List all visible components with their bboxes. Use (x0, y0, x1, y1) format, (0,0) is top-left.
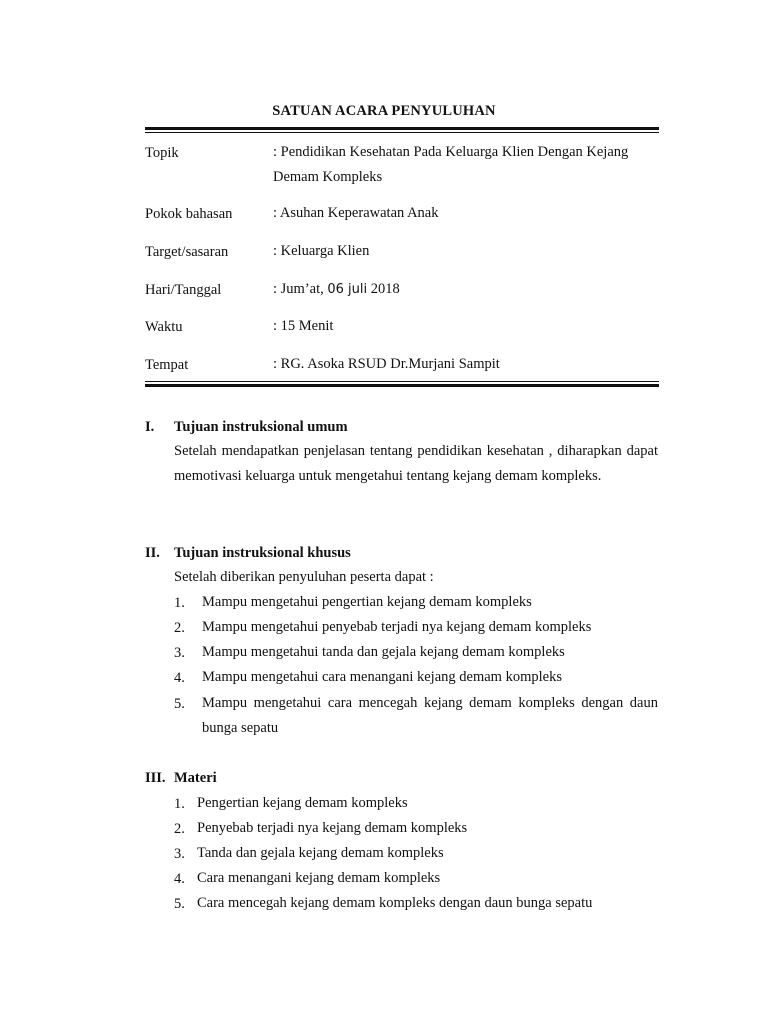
info-label-tempat: Tempat (145, 357, 189, 373)
objective-5-text: Mampu mengetahui cara mencegah kejang demam kompleks dengan daun bunga sepatu (202, 695, 658, 736)
section-3-heading: Materi (174, 770, 217, 786)
info-value-topik: : Pendidikan Kesehatan Pada Keluarga Klien Dengan Kejang Demam Kompleks (273, 144, 629, 185)
material-3-number: 3. (174, 846, 185, 862)
date-day-month: 06 juli (327, 282, 368, 297)
info-label-hari-tanggal: Hari/Tanggal (145, 282, 222, 298)
info-label-waktu: Waktu (145, 319, 183, 335)
section-1-number: I. (145, 419, 155, 435)
date-prefix: : Jum’at, (273, 281, 328, 297)
material-1-number: 1. (174, 796, 185, 812)
material-2-text: Penyebab terjadi nya kejang demam kompleks (197, 820, 468, 836)
section-1-heading: Tujuan instruksional umum (174, 419, 348, 435)
objective-3-number: 3. (174, 645, 185, 661)
section-2-heading: Tujuan instruksional khusus (174, 545, 351, 561)
info-label-target: Target/sasaran (145, 244, 229, 260)
material-3-text: Tanda dan gejala kejang demam kompleks (197, 845, 444, 861)
header-rule-thick (145, 127, 659, 130)
info-value-pokok-bahasan: : Asuhan Keperawatan Anak (273, 205, 439, 221)
header-rule-thin (145, 132, 659, 133)
material-5-number: 5. (174, 896, 185, 912)
info-value-hari-tanggal (273, 277, 663, 302)
objective-1-text: Mampu mengetahui pengertian kejang demam kompleks (202, 594, 532, 610)
material-1-text: Pengertian kejang demam kompleks (197, 795, 408, 811)
date-year: 2018 (367, 281, 400, 297)
objective-3-text: Mampu mengetahui tanda dan gejala kejang demam kompleks (202, 644, 565, 660)
info-rule-thick (145, 384, 659, 387)
document-title: SATUAN ACARA PENYULUHAN (272, 103, 496, 119)
section-1-paragraph: Setelah mendapatkan penjelasan tentang pendidikan kesehatan , diharapkan dapat memotivasi keluarga untuk mengetahui tentang kejang demam kompleks. (174, 443, 658, 484)
objective-2-number: 2. (174, 620, 185, 636)
material-5-text: Cara mencegah kejang demam kompleks dengan daun bunga sepatu (197, 895, 593, 911)
objective-4-number: 4. (174, 670, 185, 686)
material-4-text: Cara menangani kejang demam kompleks (197, 870, 441, 886)
objective-5-number: 5. (174, 696, 185, 712)
material-4-number: 4. (174, 871, 185, 887)
objective-1-number: 1. (174, 595, 185, 611)
info-label-topik: Topik (145, 145, 179, 161)
info-value-tempat: : RG. Asoka RSUD Dr.Murjani Sampit (273, 356, 500, 372)
objective-4-text: Mampu mengetahui cara menangani kejang demam kompleks (202, 669, 562, 685)
info-rule-thin (145, 381, 659, 382)
section-2-number: II. (145, 545, 160, 561)
info-value-waktu: : 15 Menit (273, 318, 334, 334)
material-2-number: 2. (174, 821, 185, 837)
objective-2-text: Mampu mengetahui penyebab terjadi nya kejang demam kompleks (202, 619, 592, 635)
info-value-target: : Keluarga Klien (273, 243, 370, 259)
info-label-pokok-bahasan: Pokok bahasan (145, 206, 233, 222)
section-3-number: III. (145, 770, 166, 786)
section-2-intro: Setelah diberikan penyuluhan peserta dapat : (174, 569, 434, 585)
